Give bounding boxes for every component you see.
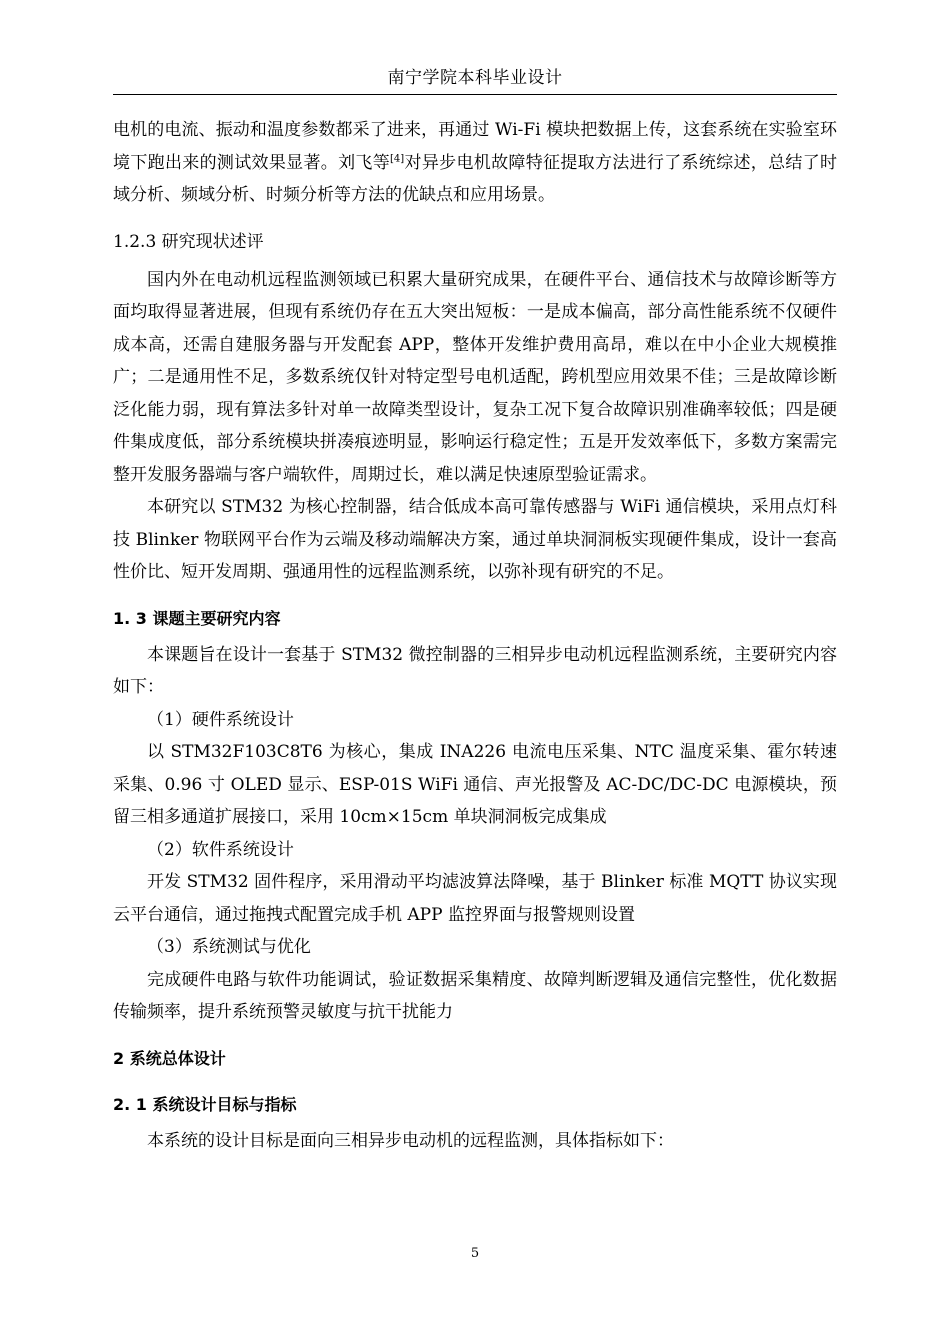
page-number: 5 (470, 1246, 480, 1261)
paragraph-intro: 本课题旨在设计一套基于 STM32 微控制器的三相异步电动机远程监测系统，主要研究内容如下： (113, 644, 837, 697)
header-rule (113, 94, 837, 95)
paragraph-continued (113, 114, 837, 212)
paragraph-review: 国内外在电动机远程监测领域已积累大量研究成果，在硬件平台、通信技术与故障诊断等方面均取得显著进展，但现有系统仍存在五大突出短板：一是成本偏高，部分高性能系统不仅硬件成本高，还需自建服务器与开发配套 APP，整体开发维护费用高昂，难以在中小企业大规模推广；二是通用性不足，多数系统仅针对特定型号电机适配，跨机型应用效果不佳；三是故障诊断泛化能力弱，现有算法多针对单一故障类型设计，复杂工况下复合故障识别准确率较低；四是硬件集成度低，部分系统模块拼凑痕迹明显，影响运行稳定性；五是开发效率低下，多数方案需完整开发服务器端与客户端软件，周期过长，难以满足快速原型验证需求。 (113, 269, 837, 485)
section-heading-2: 2 系统总体设计 (113, 1048, 226, 1068)
page-body (113, 114, 837, 1157)
section-heading-2-1: 2. 1 系统设计目标与指标 (113, 1094, 297, 1114)
paragraph-text: 对异步电机故障特征提取方法进行了系统综述，总结了时域分析、频域分析、时频分析等方法的优缺点和应用场景。 (113, 152, 838, 205)
paragraph-testing: 完成硬件电路与软件功能调试，验证数据采集精度、故障判断逻辑及通信完整性，优化数据传输频率，提升系统预警灵敏度与抗干扰能力 (113, 969, 837, 1022)
paragraph-software: 开发 STM32 固件程序，采用滑动平均滤波算法降噪，基于 Blinker 标准 MQTT 协议实现云平台通信，通过拖拽式配置完成手机 APP 监控界面与报警规则设置 (113, 872, 837, 925)
list-item-hardware: （1）硬件系统设计 (147, 709, 294, 730)
paragraph-hardware: 以 STM32F103C8T6 为核心，集成 INA226 电流电压采集、NTC 温度采集、霍尔转速采集、0.96 寸 OLED 显示、ESP-01S WiFi 通信、声光报警及 AC-DC/DC-DC 电源模块，预留三相多通道扩展接口，采用 10cm×15cm 单块洞洞板完成集成 (113, 742, 837, 827)
paragraph-this-study: 本研究以 STM32 为核心控制器，结合低成本高可靠传感器与 WiFi 通信模块，采用点灯科技 Blinker 物联网平台作为云端及移动端解决方案，通过单块洞洞板实现硬件集成，设计一套高性价比、短开发周期、强通用性的远程监测系统，以弥补现有研究的不足。 (113, 497, 837, 582)
paragraph-goal: 本系统的设计目标是面向三相异步电动机的远程监测，具体指标如下： (147, 1130, 674, 1151)
page-header: 南宁学院本科毕业设计 (387, 68, 563, 88)
paragraph-text: 电机的电流、振动和温度参数都采了进来，再通过 Wi-Fi 模块把数据上传，这套系统在实验室环境下跑出来的测试效果显著。刘飞等 (113, 120, 837, 173)
citation-ref: [4] (390, 152, 405, 164)
section-heading-1-2-3: 1.2.3 研究现状述评 (113, 231, 264, 252)
list-item-software: （2）软件系统设计 (147, 839, 294, 860)
section-heading-1-3: 1. 3 课题主要研究内容 (113, 608, 281, 628)
list-item-testing: （3）系统测试与优化 (147, 937, 311, 957)
